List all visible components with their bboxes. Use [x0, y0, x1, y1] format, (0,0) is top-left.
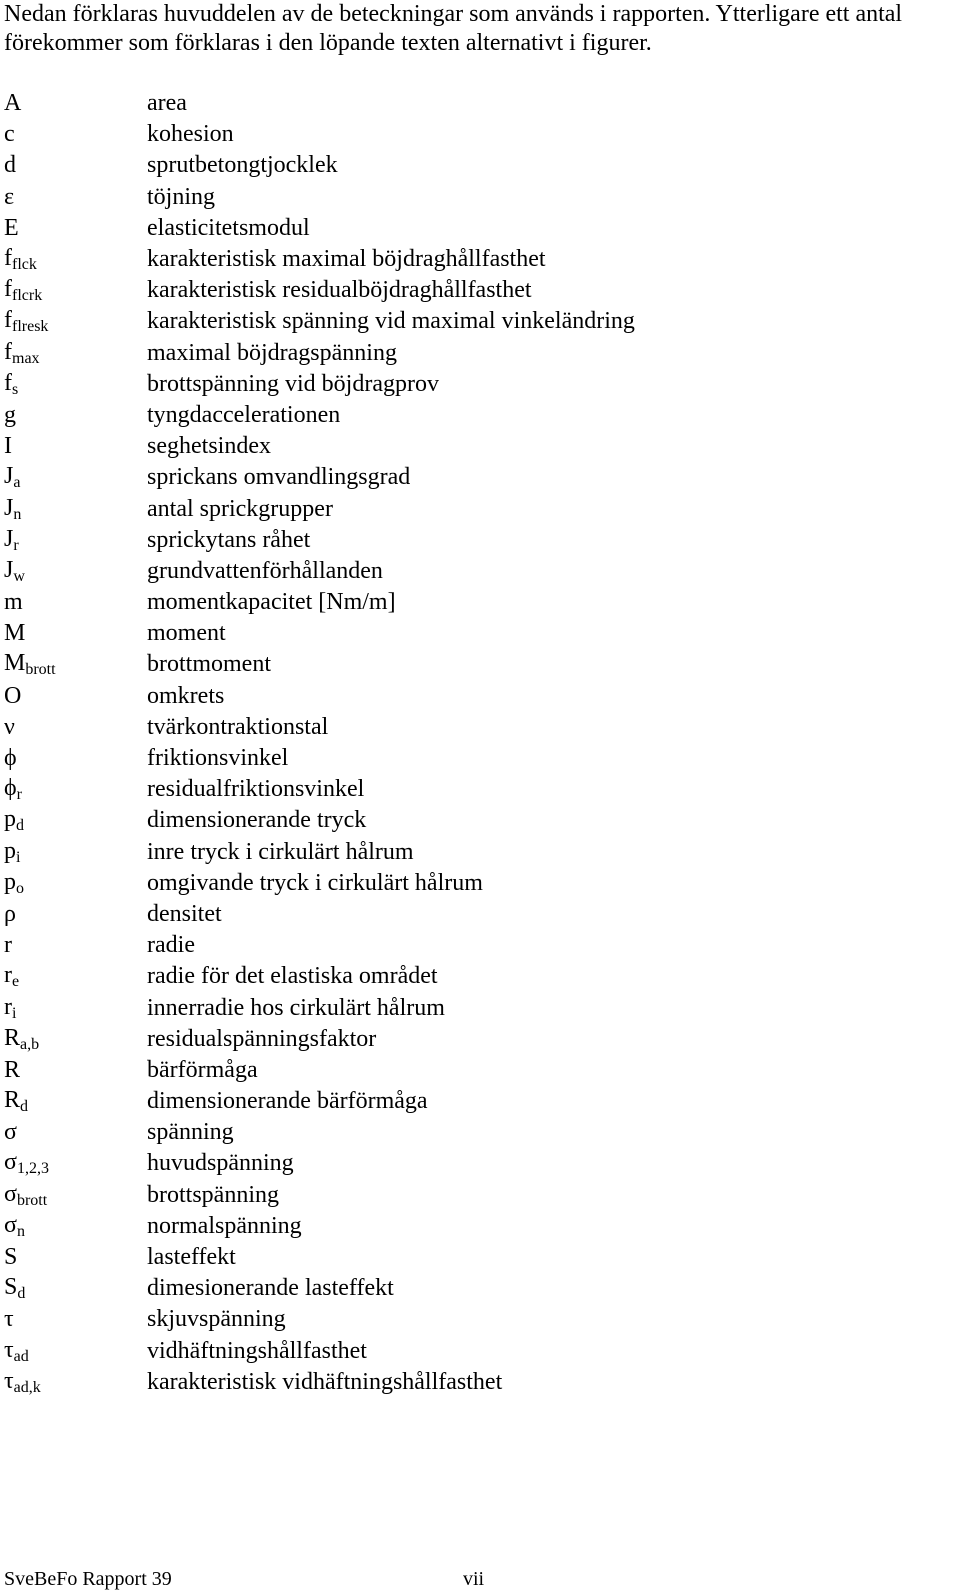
symbol-row — [4, 712, 924, 743]
symbol-description: residualspänningsfaktor — [147, 1025, 377, 1052]
symbol-subscript: flcrk — [12, 287, 43, 305]
symbol-base: p — [4, 837, 16, 864]
symbol-base: m — [4, 589, 23, 616]
symbol-base: σ — [4, 1180, 17, 1207]
symbol-row — [4, 899, 924, 930]
symbol — [4, 1368, 147, 1397]
symbol-base: R — [4, 1087, 21, 1114]
symbol-description: innerradie hos cirkulärt hålrum — [147, 994, 445, 1021]
symbol-description: karakteristisk maximal böjdraghållfasthet — [147, 246, 546, 273]
symbol — [4, 1244, 147, 1271]
symbol-subscript: e — [12, 973, 20, 991]
symbol-description: karakteristisk residualböjdraghållfasthet — [147, 277, 532, 304]
symbol — [4, 215, 147, 242]
symbol-base: R — [4, 1056, 21, 1083]
symbol-base: M — [4, 620, 26, 647]
symbol-description: karakteristisk spänning vid maximal vinkeländring — [147, 308, 635, 335]
symbol — [4, 526, 147, 555]
symbol-subscript: brott — [16, 1191, 48, 1209]
symbol — [4, 714, 147, 741]
symbol — [4, 276, 147, 305]
symbol — [4, 1087, 147, 1116]
intro-paragraph: Nedan förklaras huvuddelen av de beteckningar som används i rapporten. Ytterligare ett antal förekommer som förklaras i den löpande texten alternativt i figurer. — [4, 1, 903, 56]
symbol-description: area — [147, 90, 187, 117]
symbol-base: O — [4, 682, 22, 709]
symbol-row — [4, 525, 924, 556]
symbol — [4, 589, 147, 616]
symbol-subscript: a,b — [20, 1035, 40, 1053]
symbol-description: tvärkontraktionstal — [147, 713, 329, 740]
symbol-base: M — [4, 650, 26, 677]
symbol-base: S — [4, 1244, 18, 1271]
symbol-description: tyngdaccelerationen — [147, 401, 341, 428]
symbol — [4, 184, 147, 211]
footer-page-number: vii — [463, 1568, 485, 1590]
symbol-description: sprutbetongtjocklek — [147, 152, 338, 179]
symbol-base: d — [4, 152, 16, 179]
symbol — [4, 339, 147, 368]
symbol-row — [4, 1055, 924, 1086]
symbol — [4, 745, 147, 772]
symbol-base: f — [4, 276, 12, 303]
symbol-subscript: r — [13, 536, 19, 554]
symbol-description: kohesion — [147, 121, 234, 148]
symbol-subscript: brott — [25, 661, 56, 679]
symbol-base: σ — [4, 1211, 17, 1238]
symbol-base: J — [4, 556, 14, 583]
symbol-base: R — [4, 1024, 21, 1051]
symbol-description: antal sprickgrupper — [147, 495, 333, 522]
symbol-base: ρ — [4, 900, 16, 927]
symbol — [4, 370, 147, 399]
symbol-row — [4, 1211, 924, 1242]
symbol-base: c — [4, 121, 15, 148]
symbol-description: dimesionerande lasteffekt — [147, 1275, 394, 1302]
symbol-description: elasticitetsmodul — [147, 214, 310, 241]
symbol-row — [4, 244, 924, 275]
symbol-row — [4, 431, 924, 462]
symbol-description: bärförmåga — [147, 1056, 258, 1083]
symbol-row — [4, 805, 924, 836]
symbol-row — [4, 369, 924, 400]
symbol-row — [4, 587, 924, 618]
symbol-subscript: s — [12, 380, 19, 398]
symbol-base: σ — [4, 1119, 17, 1146]
symbol-description: huvudspänning — [147, 1150, 294, 1177]
symbol-description: karakteristisk vidhäftningshållfasthet — [147, 1368, 503, 1395]
symbol-row — [4, 462, 924, 493]
symbol-row — [4, 930, 924, 961]
symbol-description: brottspänning — [147, 1181, 279, 1208]
symbol — [4, 1306, 147, 1333]
symbol-description: residualfriktionsvinkel — [147, 776, 365, 803]
symbol-description: dimensionerande bärförmåga — [147, 1088, 428, 1115]
symbol-description: töjning — [147, 183, 216, 210]
symbol — [4, 90, 147, 117]
symbol-description: momentkapacitet [Nm/m] — [147, 589, 396, 616]
symbol-row — [4, 649, 924, 680]
symbol — [4, 650, 147, 679]
symbol-subscript: n — [13, 505, 22, 523]
symbol-base: ε — [4, 183, 15, 210]
symbol-description: omkrets — [147, 682, 225, 709]
symbol-description: friktionsvinkel — [147, 745, 289, 772]
symbol — [4, 683, 147, 710]
symbol-row — [4, 868, 924, 899]
symbol — [4, 121, 147, 148]
symbol — [4, 620, 147, 647]
symbol — [4, 1057, 147, 1084]
symbol-row — [4, 681, 924, 712]
symbol-base: E — [4, 214, 19, 241]
symbol-subscript: n — [16, 1222, 25, 1240]
symbol-base: p — [4, 806, 16, 833]
symbol-row — [4, 88, 924, 119]
symbol — [4, 806, 147, 835]
symbol-description: skjuvspänning — [147, 1306, 286, 1333]
symbol — [4, 775, 147, 804]
symbol-base: g — [4, 401, 16, 428]
symbol — [4, 557, 147, 586]
symbol — [4, 495, 147, 524]
symbol-description: radie — [147, 932, 195, 959]
symbol-base: f — [4, 369, 12, 396]
symbol-base: r — [4, 932, 12, 959]
symbol-row — [4, 338, 924, 369]
symbol-subscript: a — [13, 474, 21, 492]
symbol-subscript: i — [12, 1004, 17, 1022]
symbol — [4, 1025, 147, 1054]
symbol-subscript: d — [17, 1285, 26, 1303]
symbol-row — [4, 774, 924, 805]
symbol — [4, 962, 147, 991]
symbol-base: f — [4, 307, 12, 334]
symbol-base: τ — [4, 1367, 14, 1394]
symbol-description: spänning — [147, 1119, 234, 1146]
symbol-row — [4, 1117, 924, 1148]
symbol-subscript: 1,2,3 — [16, 1160, 49, 1178]
symbol-description: radie för det elastiska området — [147, 963, 438, 990]
symbol-description: moment — [147, 620, 226, 647]
symbol-row — [4, 1273, 924, 1304]
symbol-row — [4, 493, 924, 524]
symbol-description: dimensionerande tryck — [147, 807, 367, 834]
symbol-description: maximal böjdragspänning — [147, 339, 397, 366]
symbol-description: vidhäftningshållfasthet — [147, 1337, 367, 1364]
symbol-row — [4, 961, 924, 992]
symbol-base: J — [4, 494, 14, 521]
symbol-description: omgivande tryck i cirkulärt hålrum — [147, 869, 483, 896]
symbol — [4, 307, 147, 336]
symbol-base: J — [4, 463, 14, 490]
symbol — [4, 1119, 147, 1146]
symbol-row — [4, 213, 924, 244]
symbol-base: r — [4, 962, 12, 989]
symbol-row — [4, 992, 924, 1023]
symbol — [4, 994, 147, 1023]
symbol-row — [4, 182, 924, 213]
symbol — [4, 402, 147, 429]
symbol-row — [4, 150, 924, 181]
symbol-subscript: max — [12, 349, 40, 367]
symbol — [4, 932, 147, 959]
symbol-base: ϕ — [4, 775, 17, 802]
symbol-base: J — [4, 525, 14, 552]
symbol-base: ν — [4, 713, 15, 740]
symbol-base: ϕ — [4, 745, 17, 772]
symbol-base: σ — [4, 1149, 17, 1176]
symbol-subscript: d — [20, 1098, 29, 1116]
symbol — [4, 433, 147, 460]
symbol-description: normalspänning — [147, 1212, 302, 1239]
symbol-row — [4, 1148, 924, 1179]
symbol — [4, 1212, 147, 1241]
symbol — [4, 869, 147, 898]
symbol-base: I — [4, 433, 12, 460]
symbol-description: densitet — [147, 900, 222, 927]
symbol-row — [4, 1024, 924, 1055]
symbol-description: seghetsindex — [147, 433, 271, 460]
symbol-subscript: o — [16, 879, 24, 897]
symbol-base: f — [4, 245, 12, 272]
symbol-subscript: w — [13, 567, 25, 585]
symbol-description: inre tryck i cirkulärt hålrum — [147, 838, 414, 865]
symbol-row — [4, 743, 924, 774]
symbol-list — [4, 88, 924, 1398]
symbol-subscript: d — [16, 817, 24, 835]
symbol-description: lasteffekt — [147, 1244, 236, 1271]
symbol-row — [4, 275, 924, 306]
symbol-row — [4, 1304, 924, 1335]
symbol-row — [4, 556, 924, 587]
symbol-base: τ — [4, 1306, 14, 1333]
symbol-subscript: ad — [13, 1347, 29, 1365]
symbol — [4, 1337, 147, 1366]
symbol-row — [4, 837, 924, 868]
symbol-subscript: r — [16, 786, 22, 804]
symbol-description: brottmoment — [147, 651, 271, 678]
symbol-row — [4, 1180, 924, 1211]
symbol — [4, 838, 147, 867]
symbol-base: τ — [4, 1336, 14, 1363]
symbol — [4, 901, 147, 928]
symbol — [4, 245, 147, 274]
symbol-base: A — [4, 90, 22, 117]
symbol-base: p — [4, 868, 16, 895]
symbol-row — [4, 1367, 924, 1398]
symbol-description: grundvattenförhållanden — [147, 557, 383, 584]
symbol — [4, 1274, 147, 1303]
symbol — [4, 1149, 147, 1178]
symbol-subscript: flck — [12, 256, 37, 274]
symbol-subscript: flresk — [12, 318, 49, 336]
symbol-row — [4, 119, 924, 150]
symbol — [4, 463, 147, 492]
symbol-row — [4, 1336, 924, 1367]
symbol-base: f — [4, 338, 12, 365]
symbol-row — [4, 1086, 924, 1117]
symbol-row — [4, 618, 924, 649]
symbol-row — [4, 400, 924, 431]
symbol-row — [4, 1242, 924, 1273]
symbol-row — [4, 306, 924, 337]
symbol-description: sprickans omvandlingsgrad — [147, 464, 411, 491]
symbol-subscript: ad,k — [13, 1378, 41, 1396]
symbol-base: S — [4, 1274, 18, 1301]
symbol — [4, 152, 147, 179]
footer-report-name: SveBeFo Rapport 39 — [4, 1568, 172, 1590]
symbol — [4, 1181, 147, 1210]
symbol-description: sprickytans råhet — [147, 526, 311, 553]
symbol-subscript: i — [16, 848, 21, 866]
symbol-description: brottspänning vid böjdragprov — [147, 370, 439, 397]
symbol-base: r — [4, 993, 12, 1020]
